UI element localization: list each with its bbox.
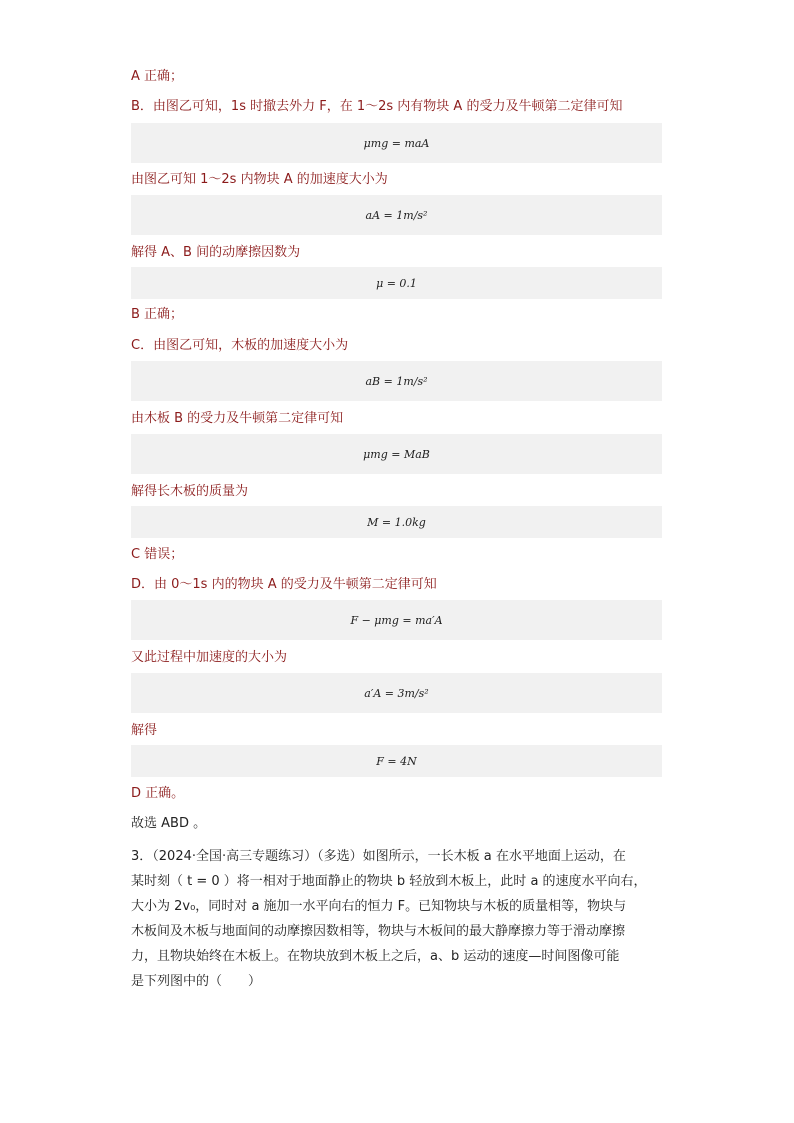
text-line: D 正确。 <box>131 786 185 801</box>
text-line: 解得长木板的质量为 <box>131 484 249 499</box>
formula-box: M = 1.0kg <box>131 506 662 538</box>
question-line: 某时刻（ t = 0 ）将一相对于地面静止的物块 b 轻放到木板上，此时 a 的速度水平向右， <box>131 874 647 889</box>
question-line: 木板间及木板与地面间的动摩擦因数相等，物块与木板间的最大静摩擦力等于滑动摩擦 <box>131 924 626 939</box>
text-line: 由图乙可知 1～2s 内物块 A 的加速度大小为 <box>131 172 388 187</box>
text-line: B 正确； <box>131 307 184 322</box>
text-line: 故选 ABD 。 <box>131 816 207 831</box>
question-3 <box>131 844 662 994</box>
text-line: 又此过程中加速度的大小为 <box>131 650 288 665</box>
text-line: B．由图乙可知，1s 时撤去外力 F，在 1～2s 内有物块 A 的受力及牛顿第二定律可知 <box>131 99 623 114</box>
formula-box: aA = 1m/s² <box>131 195 662 235</box>
text-line: C 错误； <box>131 547 184 562</box>
question-line: 是下列图中的（ ） <box>131 974 262 989</box>
question-line: 大小为 2v₀，同时对 a 施加一水平向右的恒力 F。已知物块与木板的质量相等，物块与 <box>131 899 627 914</box>
formula-box: μ = 0.1 <box>131 267 662 299</box>
text-line: D．由 0～1s 内的物块 A 的受力及牛顿第二定律可知 <box>131 577 437 592</box>
text-line: 由木板 B 的受力及牛顿第二定律可知 <box>131 411 344 426</box>
formula-box: μmg = MaB <box>131 434 662 474</box>
text-line: C．由图乙可知，木板的加速度大小为 <box>131 338 349 353</box>
question-line: 3．（2024·全国·高三专题练习）（多选）如图所示，一长木板 a 在水平地面上运动，在 <box>131 849 626 864</box>
formula-box: F − μmg = ma′A <box>131 600 662 640</box>
text-line: 解得 A、B 间的动摩擦因数为 <box>131 245 301 260</box>
formula-box: a′A = 3m/s² <box>131 673 662 713</box>
formula-box: μmg = maA <box>131 123 662 163</box>
text-line: 解得 <box>131 723 158 738</box>
text-line: A 正确； <box>131 69 184 84</box>
formula-box: aB = 1m/s² <box>131 361 662 401</box>
question-line: 力，且物块始终在木板上。在物块放到木板上之后，a、b 运动的速度—时间图像可能 <box>131 949 620 964</box>
formula-box: F = 4N <box>131 745 662 777</box>
